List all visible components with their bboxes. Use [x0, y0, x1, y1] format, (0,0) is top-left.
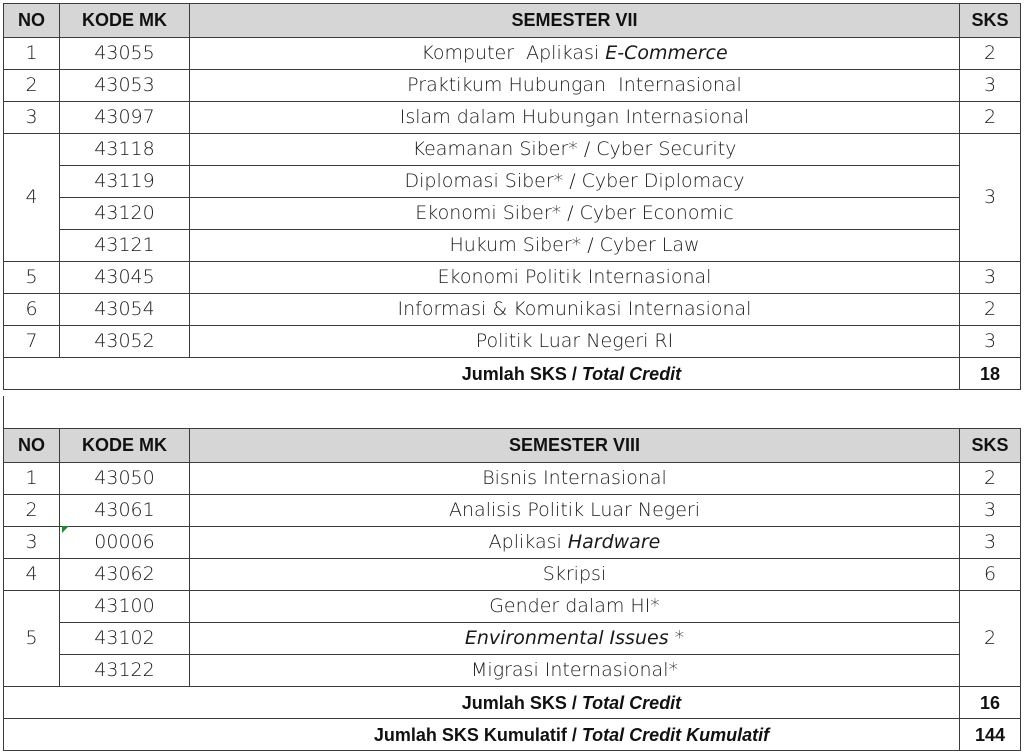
row-kode: 43055	[60, 38, 190, 70]
total-label: Jumlah SKS / Total Credit	[4, 358, 960, 390]
row-course-name: Bisnis Internasional	[190, 463, 960, 495]
table-row	[4, 623, 1021, 655]
header-no: NO	[4, 429, 60, 463]
row-sks: 2	[960, 294, 1021, 326]
row-kode: 43052	[60, 326, 190, 358]
table-row	[4, 591, 1021, 623]
total-label: Jumlah SKS / Total Credit	[4, 687, 960, 719]
row-course-name: Keamanan Siber* / Cyber Security	[190, 134, 960, 166]
row-course-name: Skripsi	[190, 559, 960, 591]
row-kode: 43102	[60, 623, 190, 655]
semester-8-title: SEMESTER VIII	[190, 429, 960, 463]
row-no: 2	[4, 70, 60, 102]
table-row	[4, 655, 1021, 687]
row-sks: 3	[960, 134, 1021, 262]
table-row	[4, 559, 1021, 591]
row-kode: 43119	[60, 166, 190, 198]
row-kode: 43118	[60, 134, 190, 166]
row-course-name: Informasi & Komunikasi Internasional	[190, 294, 960, 326]
table-row	[4, 198, 1021, 230]
row-course-name: Diplomasi Siber* / Cyber Diplomacy	[190, 166, 960, 198]
row-course-name: Migrasi Internasional*	[190, 655, 960, 687]
table-row	[4, 463, 1021, 495]
row-no: 1	[4, 463, 60, 495]
cumulative-value: 144	[960, 719, 1021, 751]
row-no: 5	[4, 591, 60, 687]
header-kode: KODE MK	[60, 4, 190, 38]
table-row	[4, 495, 1021, 527]
row-sks: 2	[960, 102, 1021, 134]
cumulative-label: Jumlah SKS Kumulatif / Total Credit Kumulatif	[4, 719, 960, 751]
header-sks: SKS	[960, 429, 1021, 463]
row-sks: 3	[960, 262, 1021, 294]
row-kode: 43054	[60, 294, 190, 326]
row-no: 7	[4, 326, 60, 358]
row-course-name: Gender dalam HI*	[190, 591, 960, 623]
row-sks: 6	[960, 559, 1021, 591]
row-no: 4	[4, 134, 60, 262]
semester-8-header-row	[4, 429, 1021, 463]
row-sks: 3	[960, 495, 1021, 527]
row-no: 2	[4, 495, 60, 527]
row-kode: 43062	[60, 559, 190, 591]
row-course-name: Ekonomi Politik Internasional	[190, 262, 960, 294]
row-kode: 43121	[60, 230, 190, 262]
row-sks: 2	[960, 463, 1021, 495]
table-row	[4, 230, 1021, 262]
table-row	[4, 294, 1021, 326]
row-course-name: Ekonomi Siber* / Cyber Economic	[190, 198, 960, 230]
cell-comment-marker	[62, 526, 69, 533]
row-kode: 43061	[60, 495, 190, 527]
semester-7-total-row	[4, 358, 1021, 390]
cumulative-total-row	[4, 719, 1021, 751]
section-gap	[3, 396, 1021, 428]
row-course-name: Islam dalam Hubungan Internasional	[190, 102, 960, 134]
row-no: 4	[4, 559, 60, 591]
row-course-name: Komputer Aplikasi E-Commerce	[190, 38, 960, 70]
table-row	[4, 527, 1021, 559]
table-row	[4, 262, 1021, 294]
table-row	[4, 134, 1021, 166]
semester-8-total-row	[4, 687, 1021, 719]
row-kode: 43122	[60, 655, 190, 687]
row-no: 3	[4, 102, 60, 134]
row-sks: 3	[960, 70, 1021, 102]
row-course-name: Environmental Issues *	[190, 623, 960, 655]
row-kode: 43097	[60, 102, 190, 134]
row-no: 5	[4, 262, 60, 294]
table-row	[4, 70, 1021, 102]
row-kode: 43100	[60, 591, 190, 623]
row-kode: 43050	[60, 463, 190, 495]
semester-7-title: SEMESTER VII	[190, 4, 960, 38]
table-row	[4, 38, 1021, 70]
row-course-name: Aplikasi Hardware	[190, 527, 960, 559]
header-no: NO	[4, 4, 60, 38]
row-course-name: Analisis Politik Luar Negeri	[190, 495, 960, 527]
row-course-name: Hukum Siber* / Cyber Law	[190, 230, 960, 262]
row-sks: 3	[960, 527, 1021, 559]
row-sks: 2	[960, 591, 1021, 687]
header-sks: SKS	[960, 4, 1021, 38]
table-row	[4, 102, 1021, 134]
row-sks: 3	[960, 326, 1021, 358]
row-kode: 43053	[60, 70, 190, 102]
row-no: 1	[4, 38, 60, 70]
total-value: 18	[960, 358, 1021, 390]
row-no: 6	[4, 294, 60, 326]
header-kode: KODE MK	[60, 429, 190, 463]
row-kode: 00006	[60, 527, 190, 559]
semester-7-header-row	[4, 4, 1021, 38]
row-course-name: Praktikum Hubungan Internasional	[190, 70, 960, 102]
total-value: 16	[960, 687, 1021, 719]
row-course-name: Politik Luar Negeri RI	[190, 326, 960, 358]
row-sks: 2	[960, 38, 1021, 70]
row-kode: 43120	[60, 198, 190, 230]
semester-8-table	[3, 428, 1021, 751]
row-kode: 43045	[60, 262, 190, 294]
table-row	[4, 166, 1021, 198]
semester-7-table	[3, 3, 1021, 390]
table-row	[4, 326, 1021, 358]
row-no: 3	[4, 527, 60, 559]
